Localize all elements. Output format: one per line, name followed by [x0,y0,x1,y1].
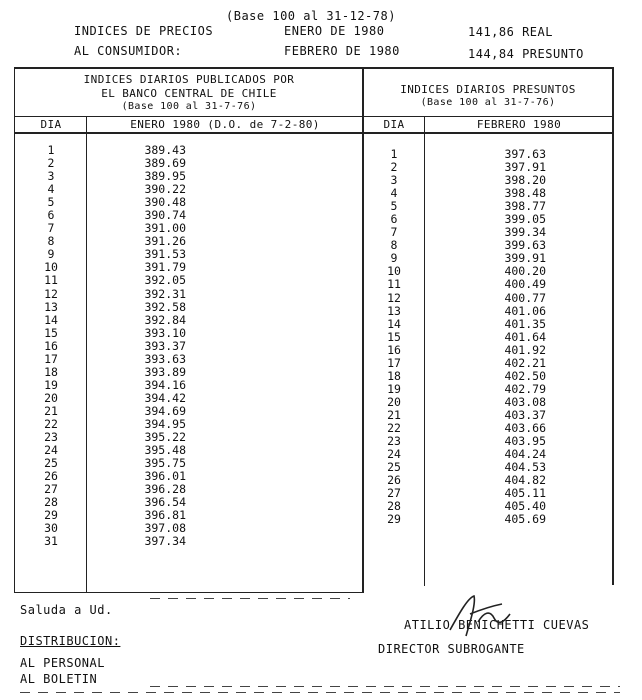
left-col-dia: DIA [40,118,62,131]
right-row-value: 399.63 [504,238,546,253]
right-row-value: 401.92 [504,342,546,357]
right-row-dia: 9 [390,251,398,266]
greeting: Saluda a Ud. [20,603,113,617]
dashed-rule [150,686,620,687]
left-title-line-2: EL BANCO CENTRAL DE CHILE [101,87,277,100]
right-row-value: 405.11 [504,486,546,501]
right-row-value: 400.20 [504,264,546,279]
left-row-dia: 15 [44,325,58,340]
header-cpi-label: INDICES DE PRECIOS [74,24,214,38]
right-row-value: 401.35 [504,316,546,331]
table-right-border [612,67,614,585]
right-row-dia: 20 [387,394,401,409]
left-row-dia: 13 [44,299,58,314]
left-row-dia: 22 [44,416,58,431]
right-row-dia: 17 [387,355,401,370]
right-row-value: 405.69 [504,512,546,527]
right-dia-column [364,148,424,526]
right-row-value: 403.37 [504,407,546,422]
right-row-dia: 6 [390,212,398,227]
right-row-dia: 7 [390,225,398,240]
left-row-dia: 23 [44,430,58,445]
header-separator [14,116,614,117]
left-row-value: 391.26 [144,234,186,249]
header-value-feb: 144,84 PRESUNTO [468,47,584,61]
left-row-dia: 5 [47,195,55,210]
right-row-dia: 26 [387,473,401,488]
left-dia-divider [86,116,87,593]
left-row-dia: 7 [47,221,55,236]
right-row-dia: 11 [387,277,401,292]
left-row-value: 394.69 [144,403,186,418]
left-row-value: 389.43 [144,143,186,157]
right-col-value: FEBRERO 1980 [476,118,562,131]
right-row-value: 403.66 [504,420,546,435]
left-row-value: 389.69 [144,156,186,171]
left-row-value: 392.58 [144,299,186,314]
left-row-value: 395.22 [144,430,186,445]
left-row-dia: 1 [47,143,55,157]
left-row-dia: 3 [47,169,55,184]
right-row-dia: 29 [387,512,401,527]
right-row-dia: 4 [390,186,398,201]
right-row-value: 405.40 [504,499,546,514]
left-row-dia: 20 [44,390,58,405]
left-row-dia: 26 [44,469,58,484]
left-row-value: 390.22 [144,182,186,197]
left-row-dia: 16 [44,338,58,353]
right-row-value: 398.20 [504,173,546,188]
right-row-value: 399.91 [504,251,546,266]
right-row-dia: 25 [387,460,401,475]
right-row-value: 401.06 [504,303,546,318]
left-row-value: 392.31 [144,286,186,301]
right-row-dia: 3 [390,173,398,188]
right-row-value: 400.77 [504,290,546,305]
left-row-dia: 30 [44,521,58,536]
left-row-value: 393.10 [144,325,186,340]
distribution-item-personal: AL PERSONAL [20,656,105,670]
right-row-dia: 18 [387,368,401,383]
right-row-value: 404.24 [504,447,546,462]
left-row-value: 391.79 [144,260,186,275]
right-row-value: 397.63 [504,147,546,161]
left-row-value: 396.54 [144,495,186,510]
left-row-dia: 12 [44,286,58,301]
left-row-dia: 29 [44,508,58,523]
left-bottom-border [14,592,363,593]
header-base: (Base 100 al 31-12-78) [226,9,396,23]
header-value-jan: 141,86 REAL [468,25,553,39]
right-row-value: 404.53 [504,460,546,475]
left-row-dia: 9 [47,247,55,262]
left-title-line-3: (Base 100 al 31-7-76) [121,101,257,112]
right-row-value: 403.95 [504,434,546,449]
right-row-dia: 14 [387,316,401,331]
left-row-value: 396.01 [144,469,186,484]
left-row-value: 397.34 [144,534,186,549]
left-row-value: 393.89 [144,364,186,379]
header-consumer-label: AL CONSUMIDOR: [74,44,183,58]
right-row-dia: 22 [387,420,401,435]
left-row-dia: 2 [47,156,55,171]
colhead-separator [14,132,614,134]
left-row-value: 396.81 [144,508,186,523]
left-row-value: 394.16 [144,377,186,392]
right-row-dia: 27 [387,486,401,501]
dashed-rule [150,598,350,599]
header-month-jan: ENERO DE 1980 [284,24,385,38]
right-title-line-2: (Base 100 al 31-7-76) [420,97,556,108]
left-row-dia: 24 [44,443,58,458]
left-row-value: 392.05 [144,273,186,288]
right-row-dia: 28 [387,499,401,514]
right-row-value: 402.79 [504,381,546,396]
left-dia-column [16,144,86,548]
left-row-value: 393.63 [144,351,186,366]
right-row-dia: 8 [390,238,398,253]
right-row-dia: 21 [387,407,401,422]
right-row-value: 401.64 [504,329,546,344]
left-row-value: 391.00 [144,221,186,236]
left-row-value: 390.48 [144,195,186,210]
right-row-value: 402.50 [504,368,546,383]
signer-title: DIRECTOR SUBROGANTE [378,642,525,656]
right-row-dia: 5 [390,199,398,214]
distribution-item-boletin: AL BOLETIN [20,672,98,686]
right-row-value: 399.05 [504,212,546,227]
left-row-value: 394.42 [144,390,186,405]
right-row-dia: 12 [387,290,401,305]
left-title-line-1: INDICES DIARIOS PUBLICADOS POR [83,73,295,86]
left-row-value: 396.28 [144,482,186,497]
left-col-value: ENERO 1980 (D.O. de 7-2-80) [130,118,320,131]
right-row-dia: 15 [387,329,401,344]
dashed-rule [20,692,620,693]
left-row-value: 392.84 [144,312,186,327]
right-row-dia: 23 [387,434,401,449]
right-col-dia: DIA [383,118,405,131]
left-row-dia: 14 [44,312,58,327]
left-row-dia: 4 [47,182,55,197]
left-row-dia: 8 [47,234,55,249]
signer-name: ATILIO BENICHETTI CUEVAS [404,618,590,632]
left-row-value: 390.74 [144,208,186,223]
right-row-dia: 1 [390,147,398,161]
left-row-dia: 21 [44,403,58,418]
left-row-value: 394.95 [144,416,186,431]
left-row-dia: 17 [44,351,58,366]
left-row-value: 395.75 [144,456,186,471]
right-row-value: 400.49 [504,277,546,292]
table-top-border [14,67,614,69]
left-row-value: 389.95 [144,169,186,184]
right-row-value: 398.48 [504,186,546,201]
right-row-dia: 19 [387,381,401,396]
distribution-label: DISTRIBUCION: [20,634,121,648]
left-value-column [88,144,186,548]
right-row-dia: 16 [387,342,401,357]
right-dia-divider [424,116,425,586]
right-row-value: 403.08 [504,394,546,409]
right-row-dia: 13 [387,303,401,318]
left-row-dia: 6 [47,208,55,223]
left-row-dia: 27 [44,482,58,497]
right-row-value: 397.91 [504,160,546,175]
right-row-value: 402.21 [504,355,546,370]
right-row-dia: 24 [387,447,401,462]
right-row-dia: 2 [390,160,398,175]
left-row-dia: 10 [44,260,58,275]
left-row-dia: 11 [44,273,58,288]
left-row-value: 395.48 [144,443,186,458]
left-row-dia: 28 [44,495,58,510]
left-row-dia: 25 [44,456,58,471]
handwritten-signature [440,592,520,642]
left-row-dia: 18 [44,364,58,379]
table-left-border [14,67,15,593]
right-row-value: 404.82 [504,473,546,488]
header-month-feb: FEBRERO DE 1980 [284,44,400,58]
right-row-value: 398.77 [504,199,546,214]
right-title-line-1: INDICES DIARIOS PRESUNTOS [400,83,576,96]
left-row-value: 391.53 [144,247,186,262]
right-row-dia: 10 [387,264,401,279]
left-row-value: 397.08 [144,521,186,536]
left-row-value: 393.37 [144,338,186,353]
right-value-column [426,148,546,526]
left-row-dia: 31 [44,534,58,549]
right-row-value: 399.34 [504,225,546,240]
left-row-dia: 19 [44,377,58,392]
